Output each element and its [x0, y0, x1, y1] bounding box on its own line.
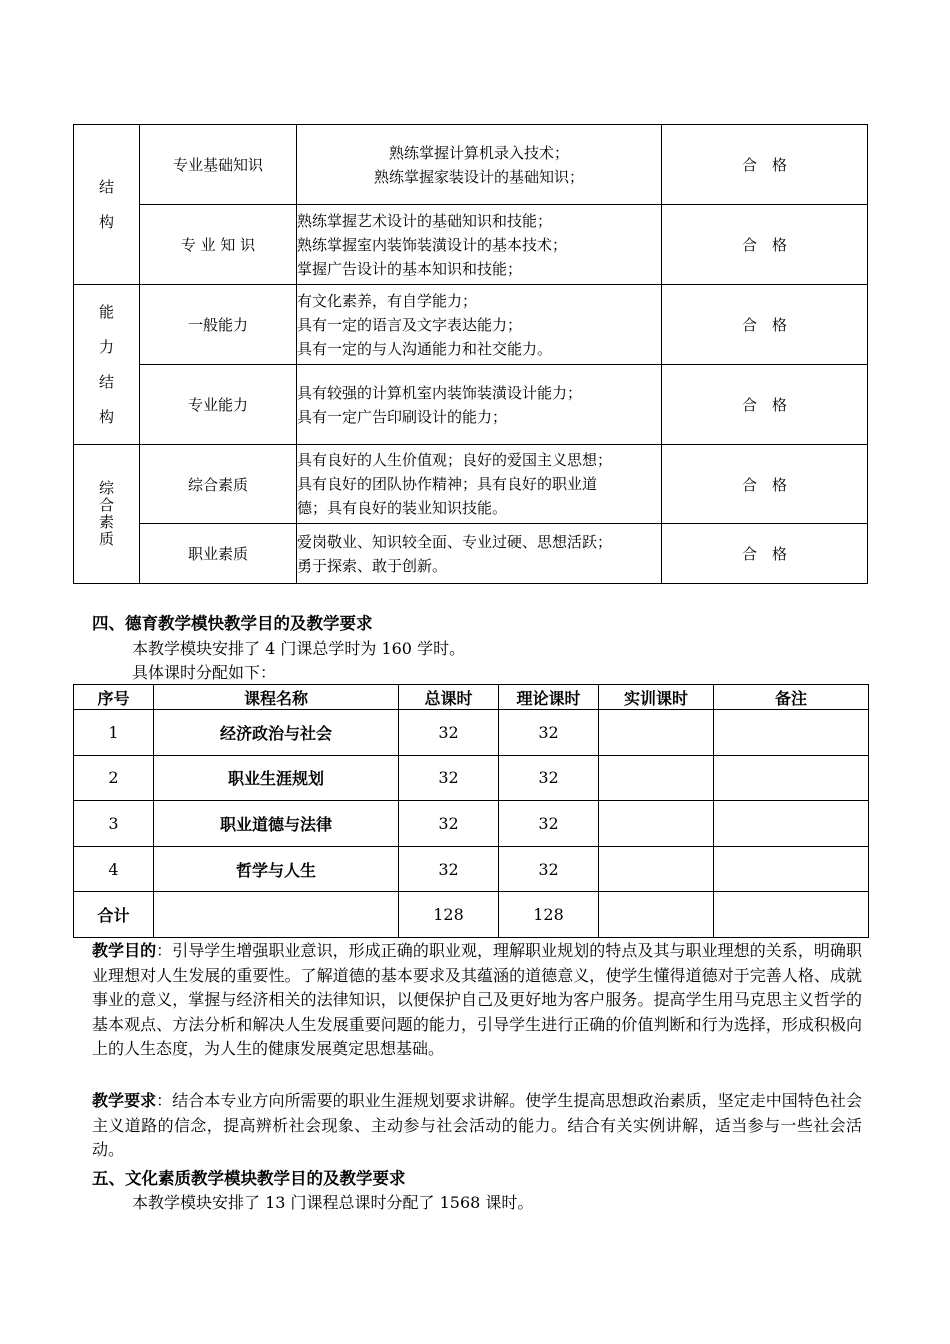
- teaching-goal-text: ：引导学生增强职业意识，形成正确的职业观，理解职业规划的特点及其与职业理想的关系，明确职业理想对人生发展的重要性。了解道德的基本要求及其蕴涵的道德意义，使学生懂得道德对于完善人格、成就事业的意义，掌握与经济相关的法律知识，以便保护自己及更好地为客户服务。提高学生用马克思主义哲学的基本观点、方法分析和解决人生发展重要问题的能力，引导学生进行正确的价值判断和行为选择，形成积极向上的人生态度，为人生的健康发展奠定思想基础。: [92, 941, 862, 1058]
- teaching-goal-label: 教学目的: [92, 941, 157, 960]
- column-header: 实训课时: [599, 685, 714, 710]
- theory-hours: 128: [499, 892, 599, 938]
- sub-category: 专业能力: [140, 365, 297, 445]
- category-ability-structure: 能 力 结 构: [74, 285, 140, 445]
- practice-hours: [599, 892, 714, 938]
- practice-hours: [599, 710, 714, 756]
- remarks: [714, 846, 869, 892]
- course-number: 1: [74, 710, 154, 756]
- course-number: 3: [74, 801, 154, 847]
- requirement-description: 具有较强的计算机室内装饰装潢设计能力； 具有一定广告印刷设计的能力；: [297, 365, 662, 445]
- course-hours-table: [73, 684, 869, 938]
- assessment-result: 合 格: [662, 285, 868, 365]
- practice-hours: [599, 801, 714, 847]
- teaching-goal-paragraph: [92, 939, 862, 1062]
- sub-category: 一般能力: [140, 285, 297, 365]
- practice-hours: [599, 846, 714, 892]
- category-knowledge-structure: 结 构: [74, 125, 140, 285]
- section-5-heading: 五、文化素质教学模块教学目的及教学要求: [92, 1169, 406, 1188]
- course-name: 经济政治与社会: [154, 710, 399, 756]
- table-row: [74, 125, 868, 205]
- course-name: 职业道德与法律: [154, 801, 399, 847]
- remarks: [714, 892, 869, 938]
- requirement-description: 有文化素养，有自学能力； 具有一定的语言及文字表达能力； 具有一定的与人沟通能力和社交能力。: [297, 285, 662, 365]
- section-4-heading: 四、德育教学模快教学目的及教学要求: [92, 614, 373, 633]
- total-hours: 32: [399, 846, 499, 892]
- course-name: 职业生涯规划: [154, 755, 399, 801]
- requirement-description: 爱岗敬业、知识较全面、专业过硬、思想活跃； 勇于探索、敢于创新。: [297, 524, 662, 584]
- table-row: [74, 445, 868, 524]
- total-hours: 32: [399, 801, 499, 847]
- teaching-requirement-label: 教学要求: [92, 1091, 157, 1110]
- total-hours: 128: [399, 892, 499, 938]
- section-4-allocation-note: 具体课时分配如下：: [132, 663, 277, 682]
- assessment-result: 合 格: [662, 524, 868, 584]
- remarks: [714, 710, 869, 756]
- sub-category: 综合素质: [140, 445, 297, 524]
- table-row: [74, 710, 869, 756]
- table-row: [74, 365, 868, 445]
- assessment-result: 合 格: [662, 445, 868, 524]
- column-header: 序号: [74, 685, 154, 710]
- requirement-description: 熟练掌握计算机录入技术； 熟练掌握家装设计的基础知识；: [297, 125, 662, 205]
- column-header: 总课时: [399, 685, 499, 710]
- teaching-requirement-paragraph: [92, 1089, 862, 1163]
- table-row: [74, 801, 869, 847]
- table-row: [74, 285, 868, 365]
- assessment-result: 合 格: [662, 205, 868, 285]
- sub-category: 专业基础知识: [140, 125, 297, 205]
- remarks: [714, 801, 869, 847]
- theory-hours: 32: [499, 710, 599, 756]
- theory-hours: 32: [499, 755, 599, 801]
- section-4-intro: 本教学模块安排了 4 门课总学时为 160 学时。: [132, 639, 466, 658]
- table-total-row: [74, 892, 869, 938]
- sub-category: 职业素质: [140, 524, 297, 584]
- course-name: [154, 892, 399, 938]
- teaching-requirement-text: ：结合本专业方向所需要的职业生涯规划要求讲解。使学生提高思想政治素质，坚定走中国特色社会主义道路的信念，提高辨析社会现象、主动参与社会活动的能力。结合有关实例讲解，适当参与一些社会活动。: [92, 1091, 862, 1159]
- assessment-result: 合 格: [662, 365, 868, 445]
- section-5-intro: 本教学模块安排了 13 门课程总课时分配了 1568 课时。: [132, 1193, 534, 1212]
- practice-hours: [599, 755, 714, 801]
- table-row: [74, 205, 868, 285]
- category-comprehensive-quality: 综 合 素 质: [74, 445, 140, 584]
- requirement-description: 具有良好的人生价值观；良好的爱国主义思想； 具有良好的团队协作精神；具有良好的职业道 德；具有良好的装业知识技能。: [297, 445, 662, 524]
- remarks: [714, 755, 869, 801]
- total-label: 合计: [74, 892, 154, 938]
- table-row: [74, 524, 868, 584]
- theory-hours: 32: [499, 846, 599, 892]
- assessment-result: 合 格: [662, 125, 868, 205]
- total-hours: 32: [399, 710, 499, 756]
- theory-hours: 32: [499, 801, 599, 847]
- course-number: 4: [74, 846, 154, 892]
- sub-category: 专 业 知 识: [140, 205, 297, 285]
- total-hours: 32: [399, 755, 499, 801]
- requirement-description: 熟练掌握艺术设计的基础知识和技能； 熟练掌握室内装饰装潢设计的基本技术； 掌握广告设计的基本知识和技能；: [297, 205, 662, 285]
- column-header: 课程名称: [154, 685, 399, 710]
- column-header: 理论课时: [499, 685, 599, 710]
- structure-table: [73, 124, 868, 584]
- course-number: 2: [74, 755, 154, 801]
- column-header: 备注: [714, 685, 869, 710]
- table-row: [74, 846, 869, 892]
- table-header-row: [74, 685, 869, 710]
- table-row: [74, 755, 869, 801]
- course-name: 哲学与人生: [154, 846, 399, 892]
